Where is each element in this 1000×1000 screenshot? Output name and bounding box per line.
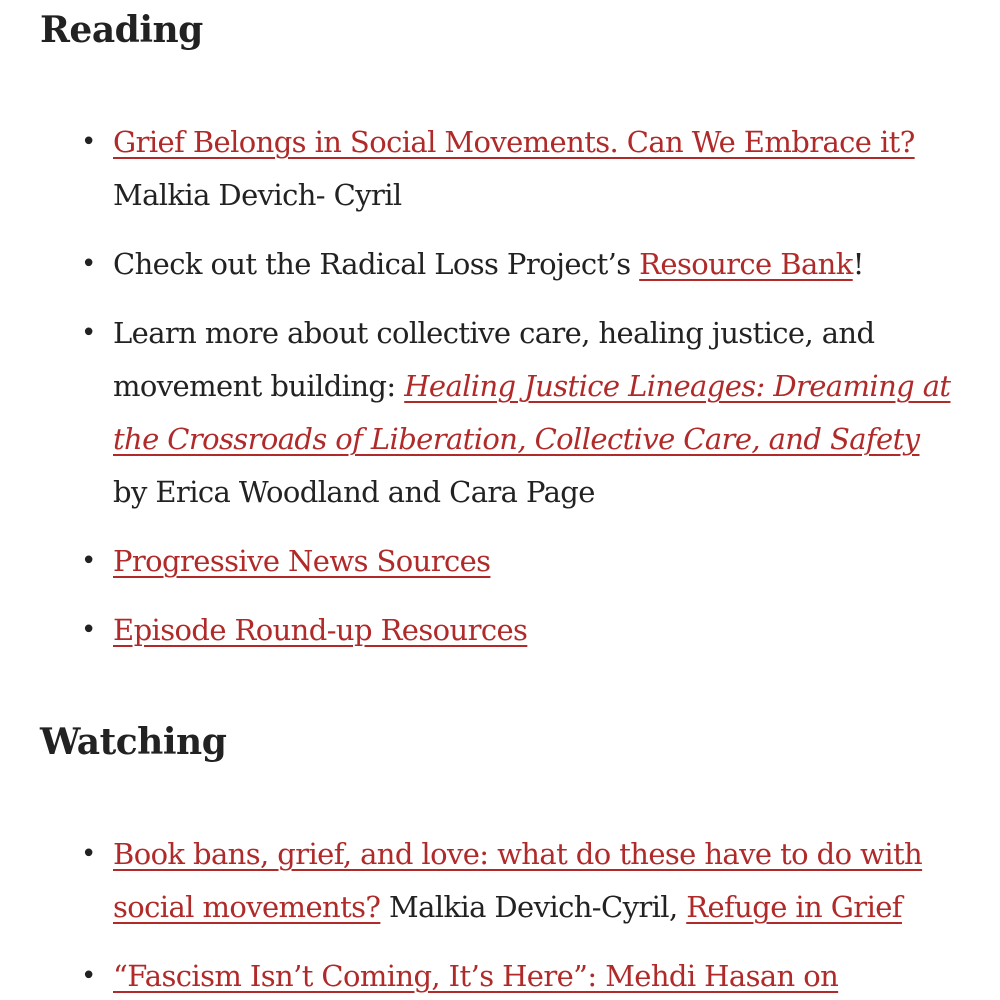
grief-belongs-link[interactable]: Grief Belongs in Social Movements. Can We Embrace it? (113, 125, 915, 159)
list-item-text: Learn more about collective care, healing justice, and movement building: (113, 316, 875, 403)
healing-justice-lineages-link[interactable]: Healing Justice Lineages: Dreaming at the Crossroads of Liberation, Collective Care, and Safety (113, 369, 951, 456)
list-item (0, 238, 1000, 291)
bullet-icon: • (81, 546, 96, 576)
watching-heading: Watching (40, 721, 227, 763)
episode-round-up-link[interactable]: Episode Round-up Resources (113, 613, 528, 647)
progressive-news-sources-link[interactable]: Progressive News Sources (113, 544, 491, 578)
book-bans-link[interactable]: Book bans, grief, and love: what do these have to do with social movements? (113, 837, 923, 924)
list-item (0, 950, 1000, 1000)
resource-bank-link[interactable]: Resource Bank (639, 247, 853, 281)
bullet-icon: • (81, 249, 96, 279)
watching-list (0, 828, 1000, 1000)
list-item (0, 116, 1000, 222)
bullet-icon: • (81, 127, 96, 157)
list-item (0, 604, 1000, 657)
author-text: Malkia Devich- Cyril (113, 178, 402, 212)
author-text: by Erica Woodland and Cara Page (113, 475, 595, 509)
list-item (0, 307, 1000, 519)
list-item (0, 828, 1000, 934)
refuge-in-grief-link[interactable]: Refuge in Grief (686, 890, 902, 924)
bullet-icon: • (81, 839, 96, 869)
bullet-icon: • (81, 318, 96, 348)
reading-list (0, 116, 1000, 673)
author-text: Malkia Devich-Cyril, (380, 890, 687, 924)
list-item-text: Check out the Radical Loss Project’s (113, 247, 640, 281)
list-item-suffix: ! (852, 247, 864, 281)
fascism-isnt-coming-link[interactable]: “Fascism Isn’t Coming, It’s Here”: Mehdi Hasan on (113, 959, 839, 993)
bullet-icon: • (81, 615, 96, 645)
list-item (0, 535, 1000, 588)
reading-heading: Reading (40, 9, 203, 51)
bullet-icon: • (81, 961, 96, 991)
